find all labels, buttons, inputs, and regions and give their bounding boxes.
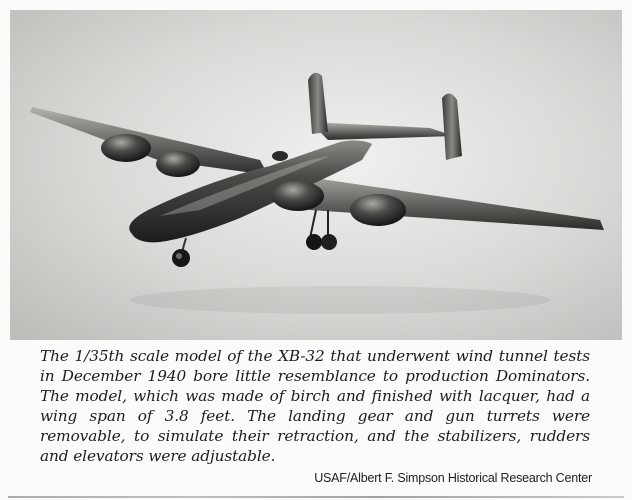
airplane-model-icon	[10, 10, 622, 340]
photo-caption	[40, 346, 590, 466]
bottom-rule	[8, 496, 624, 498]
aircraft-model-photo	[10, 10, 622, 340]
photo-credit: USAF/Albert F. Simpson Historical Research Center	[314, 471, 592, 485]
caption-text: The 1/35th scale model of the XB-32 that underwent wind tunnel tests in December 1940 bore little resemblance to production Dominators. The model, which was made of birch and finished with lacquer, had a wing span of 3.8 feet. The landing gear and gun turrets were removable, to simulate their retraction, and the stabilizers, rudders and elevators were adjustable.	[40, 347, 590, 465]
